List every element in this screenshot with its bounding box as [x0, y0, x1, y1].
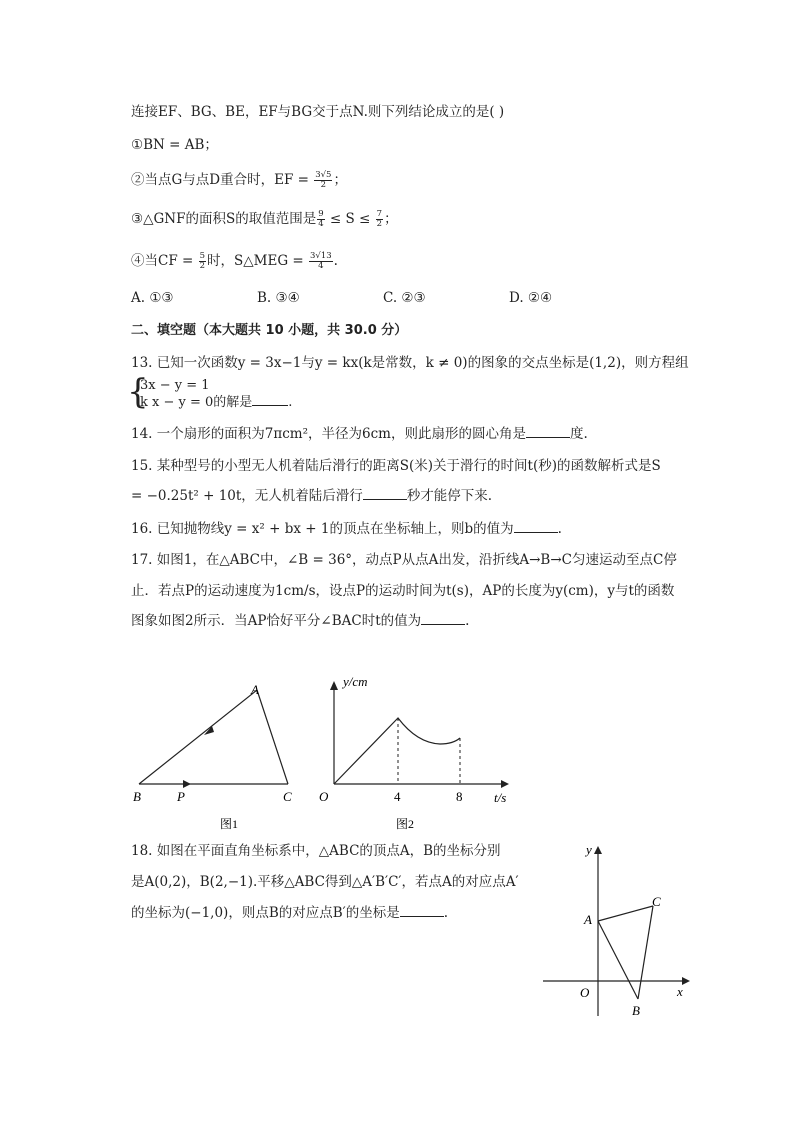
q18-line3: [131, 904, 448, 922]
q18-line2: 是A(0,2)，B(2,−1).平移△ABC得到△A′B′C′，若点A的对应点A′: [131, 874, 519, 890]
x-arrow-icon: [682, 977, 690, 985]
q17-tail: .: [465, 613, 470, 629]
denominator: 2: [199, 261, 206, 271]
label-p: P: [177, 789, 185, 804]
option-a[interactable]: A. ①③: [131, 290, 174, 306]
q17-text: 图象如图2所示．当AP恰好平分∠BAC时t的值为: [131, 613, 422, 629]
c4-end: .: [333, 253, 338, 269]
label-b: B: [632, 1003, 640, 1018]
label-a: A: [251, 682, 259, 697]
q15-text: = −0.25t² + 10t，无人机着陆后滑行: [131, 488, 363, 504]
q12-conclusion-2: [131, 171, 347, 190]
q18-line1: 18. 如图在平面直角坐标系中，△ABC的顶点A，B的坐标分别: [131, 843, 501, 859]
q13-line1: 13. 已知一次函数y = 3x−1与y = kx(k是常数，k ≠ 0)的图象的交点坐标是(1,2)，则方程组: [131, 355, 689, 371]
arrow-bc-icon: [183, 780, 191, 788]
q15-line2: [131, 487, 492, 505]
answer-blank[interactable]: [526, 425, 570, 438]
origin-label: O: [319, 789, 329, 804]
option-c[interactable]: C. ②③: [383, 290, 426, 306]
label-a: A: [584, 912, 592, 927]
answer-blank[interactable]: [421, 612, 465, 625]
q15-tail: 秒才能停下来.: [406, 488, 493, 504]
caption-1: 图1: [220, 817, 239, 831]
side-ac: [598, 906, 653, 921]
numerator: 5: [199, 251, 206, 261]
q17-line1: 17. 如图1，在△ABC中，∠B = 36°，动点P从点A出发，沿折线A→B→C匀速运动至点C停: [131, 552, 677, 568]
q14-text: 14. 一个扇形的面积为7πcm²，半径为6cm，则此扇形的圆心角是: [131, 426, 526, 442]
fraction: [314, 171, 332, 190]
q14: [131, 425, 588, 443]
answer-blank[interactable]: [400, 904, 444, 917]
origin-label: O: [580, 985, 590, 1000]
label-b: B: [133, 789, 141, 804]
denominator: 2: [376, 219, 383, 229]
y-label: y/cm: [343, 674, 368, 689]
q13-tail: 的解是: [213, 395, 253, 410]
y-arrow-icon: [330, 681, 338, 690]
system-eq2-row: k x − y = 0的解是 .: [140, 395, 293, 410]
system-brace: {: [127, 372, 149, 412]
q14-tail: 度.: [569, 426, 588, 442]
numerator: 3√5: [315, 170, 332, 180]
fraction: [376, 210, 383, 229]
numerator: 9: [318, 209, 324, 219]
c4-text: ④当CF =: [131, 253, 198, 269]
q18-text: 的坐标为(−1,0)，则点B的对应点B′的坐标是: [131, 905, 400, 921]
system-eq1: 3x − y = 1: [140, 378, 210, 393]
denominator: 4: [318, 261, 324, 271]
side-ac: [257, 690, 288, 784]
system-eq2: k x − y = 0: [140, 395, 214, 410]
option-d[interactable]: D. ②④: [509, 290, 553, 306]
x-label: t/s: [494, 790, 507, 805]
side-ab: [598, 921, 638, 999]
side-cb: [638, 906, 653, 999]
fraction: [317, 210, 324, 229]
q16: [131, 520, 562, 538]
q18-tail: .: [443, 905, 449, 921]
q16-text: 16. 已知抛物线y = x² + bx + 1的顶点在坐标轴上，则b的值为: [131, 521, 514, 537]
q12-conclusion-1: ①BN = AB；: [131, 137, 218, 153]
fraction: [309, 252, 333, 271]
label-c: C: [283, 789, 292, 804]
q17-line2: 止．若点P的运动速度为1cm/s，设点P的运动时间为t(s)，AP的长度为y(cm)，y与t的函数: [131, 583, 675, 599]
q12-conclusion-3: [131, 210, 398, 229]
numerator: 3√13: [310, 251, 332, 261]
answer-blank[interactable]: [252, 393, 288, 406]
c4-mid: 时，S△MEG =: [207, 253, 309, 269]
tick-4: 4: [394, 789, 401, 804]
graph-curve: [334, 718, 460, 784]
answer-blank[interactable]: [514, 520, 558, 533]
figure-1: [125, 680, 310, 835]
option-b[interactable]: B. ③④: [257, 290, 300, 306]
x-label: x: [677, 984, 683, 999]
q16-tail: .: [557, 521, 562, 537]
q15-line1: 15. 某种型号的小型无人机着陆后滑行的距离S(米)关于滑行的时间t(秒)的函数解析式是S: [131, 458, 661, 474]
numerator: 7: [376, 209, 383, 219]
section-title: 二、填空题（本大题共 10 小题，共 30.0 分）: [131, 323, 408, 338]
q17-line3: [131, 612, 469, 630]
answer-blank[interactable]: [363, 487, 407, 500]
caption-2: 图2: [396, 817, 415, 831]
c3-mid: ≤ S ≤: [325, 211, 375, 227]
y-arrow-icon: [594, 846, 602, 854]
figure-3: [540, 838, 700, 1020]
label-c: C: [652, 894, 661, 909]
c3-end: ；: [384, 211, 398, 227]
side-ab: [139, 690, 257, 784]
c3-text: ③△GNF的面积S的取值范围是: [131, 211, 317, 227]
figure-2: [305, 668, 515, 835]
denominator: 2: [320, 180, 327, 190]
x-arrow-icon: [501, 780, 509, 788]
q12-conclusion-4: [131, 252, 338, 271]
y-label: y: [586, 842, 592, 857]
c2-text: ②当点G与点D重合时，EF =: [131, 172, 314, 188]
c2-end: ；: [333, 172, 347, 188]
fraction: [199, 252, 206, 271]
q12-stem: 连接EF、BG、BE，EF与BG交于点N.则下列结论成立的是( ): [131, 104, 505, 120]
denominator: 4: [318, 219, 324, 229]
tick-8: 8: [456, 789, 463, 804]
